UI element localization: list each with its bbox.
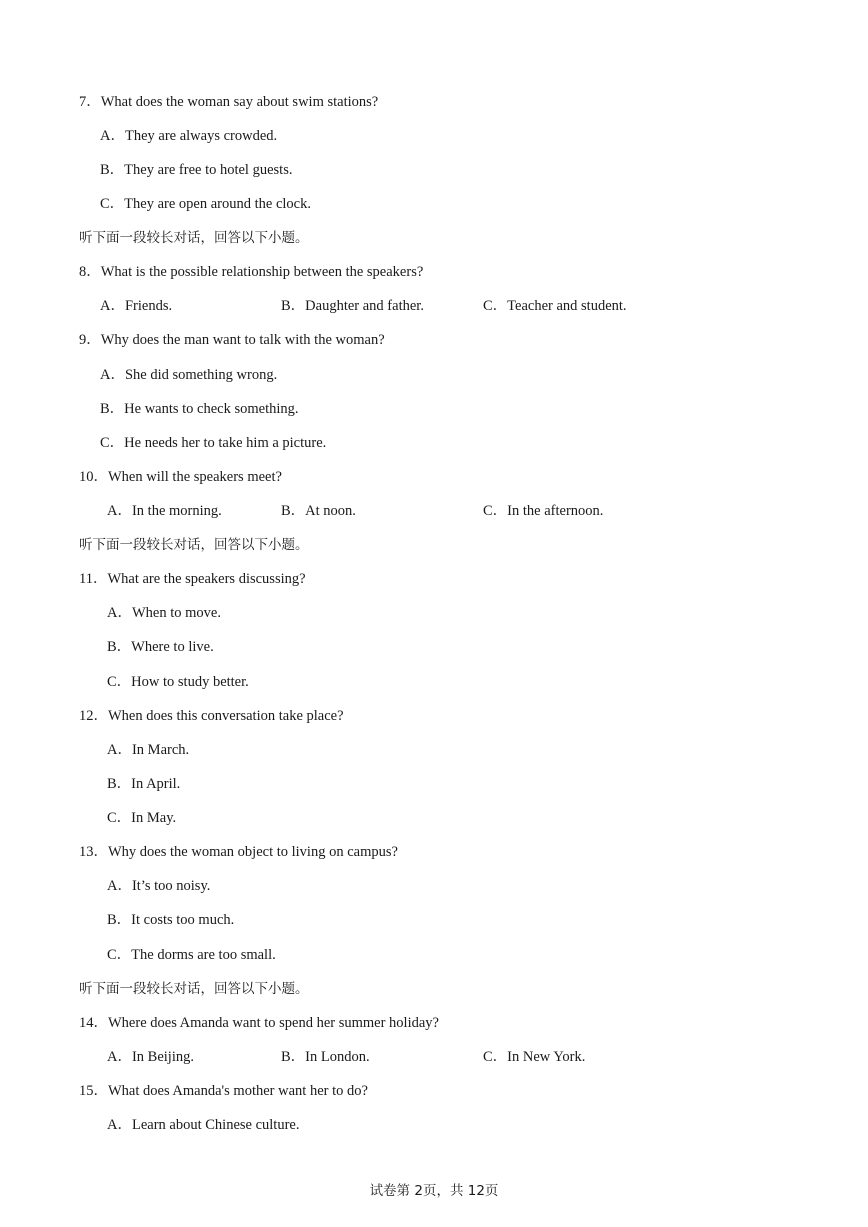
question-15: 15．What does Amanda's mother want her to do?	[79, 1083, 368, 1099]
q11-option-a: A．When to move.	[107, 605, 221, 621]
q14-option-a: A．In Beijing.	[107, 1049, 194, 1065]
q7-option-a: A．They are always crowded.	[100, 128, 278, 144]
q13-option-c: C．The dorms are too small.	[107, 947, 276, 963]
q15-option-a: A．Learn about Chinese culture.	[107, 1117, 300, 1133]
q14-option-c: C．In New York.	[483, 1049, 586, 1065]
q10-option-a: A．In the morning.	[107, 503, 222, 519]
q11-option-c: C．How to study better.	[107, 674, 249, 690]
question-12: 12．When does this conversation take place?	[79, 708, 344, 724]
section-instruction-3: 听下面一段较长对话，回答以下小题。	[79, 981, 309, 997]
q10-option-b: B．At noon.	[281, 503, 356, 519]
question-7: 7．What does the woman say about swim stations?	[79, 94, 379, 110]
q11-option-b: B．Where to live.	[107, 639, 214, 655]
q12-option-a: A．In March.	[107, 742, 190, 758]
q13-option-b: B．It costs too much.	[107, 912, 235, 928]
question-8: 8．What is the possible relationship between the speakers?	[79, 264, 424, 280]
q14-option-b: B．In London.	[281, 1049, 370, 1065]
question-13: 13．Why does the woman object to living on campus?	[79, 844, 398, 860]
section-instruction-2: 听下面一段较长对话，回答以下小题。	[79, 537, 309, 553]
section-instruction-1: 听下面一段较长对话，回答以下小题。	[79, 230, 309, 246]
q9-option-c: C．He needs her to take him a picture.	[100, 435, 327, 451]
q12-option-b: B．In April.	[107, 776, 181, 792]
q7-option-b: B．They are free to hotel guests.	[100, 162, 293, 178]
question-9: 9．Why does the man want to talk with the woman?	[79, 332, 385, 348]
q8-option-c: C．Teacher and student.	[483, 298, 627, 314]
q13-option-a: A．It’s too noisy.	[107, 878, 211, 894]
question-11: 11．What are the speakers discussing?	[79, 571, 306, 587]
q7-option-c: C．They are open around the clock.	[100, 196, 311, 212]
q9-option-b: B．He wants to check something.	[100, 401, 299, 417]
question-14: 14．Where does Amanda want to spend her summer holiday?	[79, 1015, 439, 1031]
q10-option-c: C．In the afternoon.	[483, 503, 604, 519]
q9-option-a: A．She did something wrong.	[100, 367, 278, 383]
q8-option-b: B．Daughter and father.	[281, 298, 424, 314]
q8-option-a: A．Friends.	[100, 298, 173, 314]
q12-option-c: C．In May.	[107, 810, 177, 826]
page-footer: 试卷第 2页，共 12页	[369, 1183, 499, 1199]
question-10: 10．When will the speakers meet?	[79, 469, 282, 485]
